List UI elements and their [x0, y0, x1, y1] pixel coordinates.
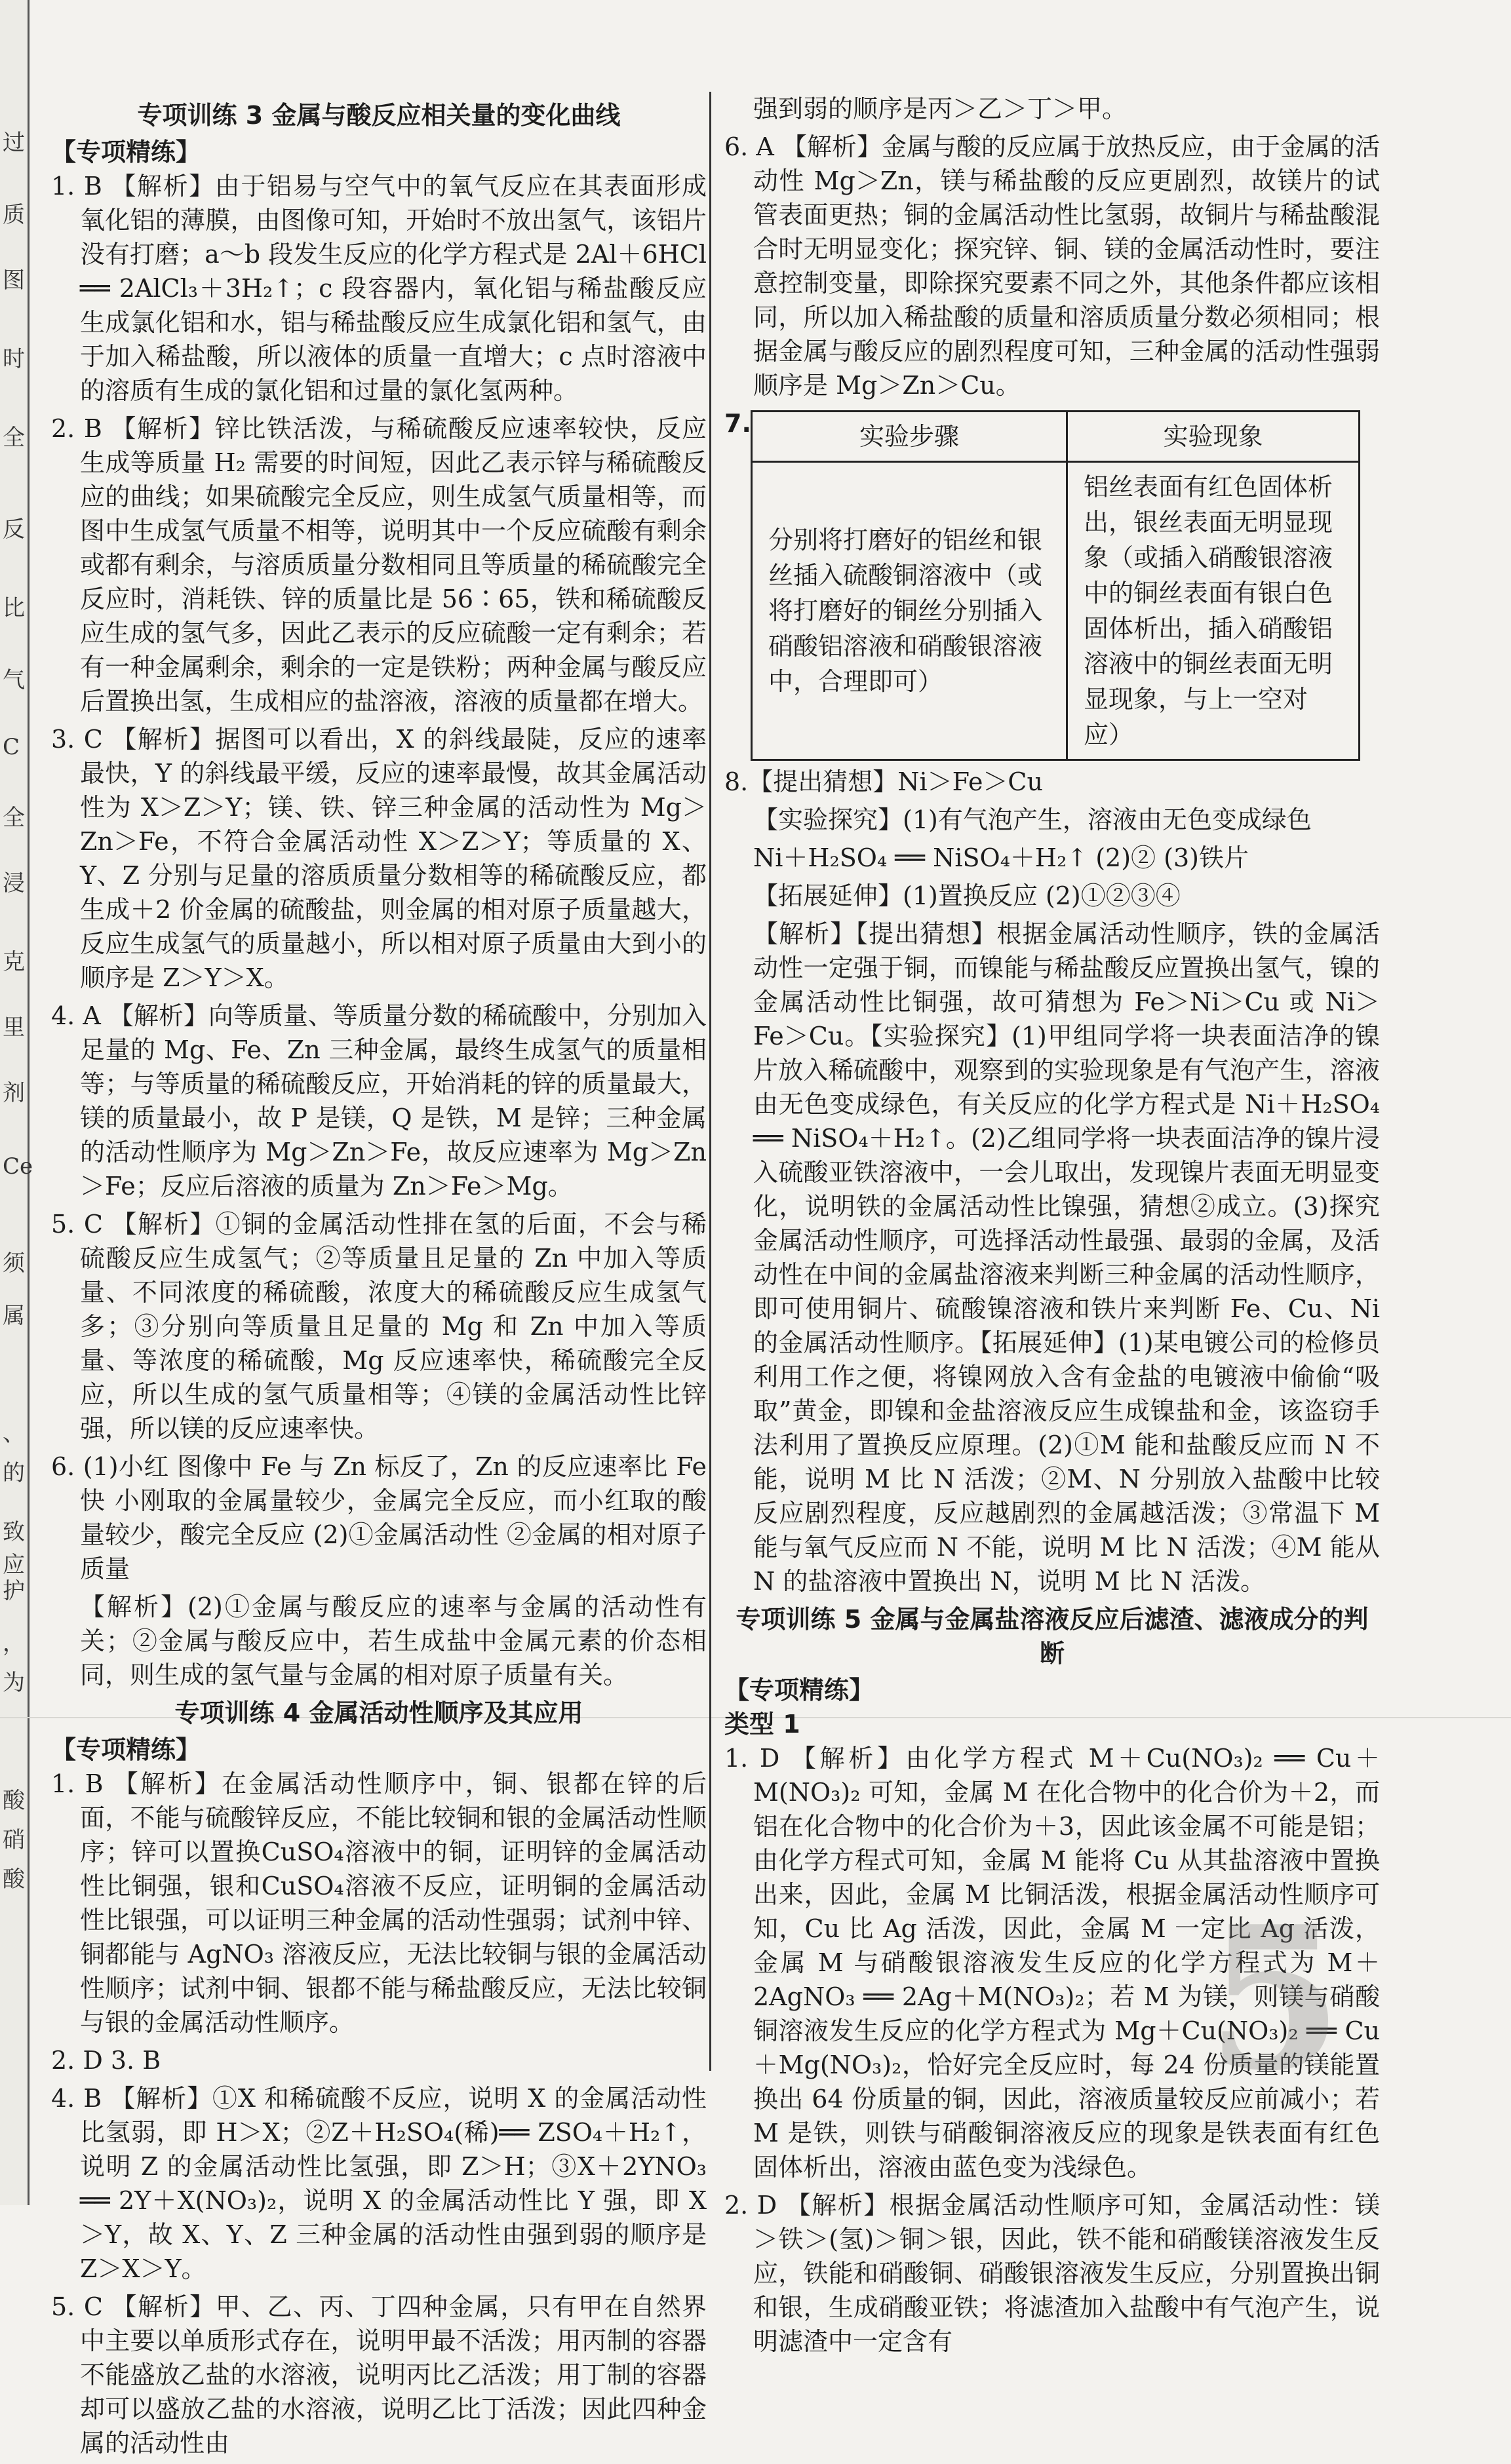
- s4-item-8-analysis: 【解析】【提出猜想】根据金属活动性顺序，铁的金属活动性一定强于铜，而镍能与稀盐酸反应置换出氢气，镍的金属活动性比铜强，故可猜想为 Fe＞Ni＞Cu 或 Ni＞Fe＞Cu。【实验探究】(1)甲组同学将一块表面洁净的镍片放入稀硫酸中，观察到的实验现象是有气泡产生，溶液由无色变成绿色，有关反应的化学方程式是 Ni＋H₂SO₄ ══ NiSO₄＋H₂↑。(2)乙组同学将一块表面洁净的镍片浸入硫酸亚铁溶液中，一会儿取出，发现镍片表面无明显变化，说明铁的金属活动性比镍强，猜想②成立。(3)探究金属活动性顺序，可选择活动性最强、最弱的金属，及活动性在中间的金属盐溶液来判断三种金属的活动性顺序，即可使用铜片、硫酸镍溶液和铁片来判断 Fe、Cu、Ni 的金属活动性顺序。【拓展延伸】(1)某电镀公司的检修员利用工作之便，将镍网放入含有金盐的电镀液中偷偷“吸取”黄金，即镍和金盐溶液反应生成镍盐和金，该盗窃手法利用了置换反应原理。(2)①M 能和盐酸反应而 N 不能，说明 M 比 N 活泼；②M、N 分别放入盐酸中比较反应剧烈程度，反应越剧烈的金属越活泼；③常温下 M 能与氧气反应而 N 不能，说明 M 比 N 活泼；④M 能从 N 的盐溶液中置换出 N，说明 M 比 N 活泼。: [753, 919, 1380, 1596]
- table-header-steps: 实验步骤: [752, 412, 1067, 462]
- margin-char: 的: [3, 1460, 25, 1486]
- left-margin-strip: [0, 0, 33, 2205]
- s4-item-8-extend: 【拓展延伸】(1)置换反应 (2)①②③④: [753, 881, 1181, 910]
- item-7-number: 7.: [724, 409, 751, 438]
- s4-item-8-equation: Ni＋H₂SO₄ ══ NiSO₄＋H₂↑ (2)② (3)铁片: [753, 843, 1249, 872]
- section-5-type: 类型 1: [724, 1710, 800, 1739]
- column-divider: [709, 92, 711, 2071]
- table-cell-step: 分别将打磨好的铝丝和银丝插入硫酸铜溶液中（或将打磨好的铜丝分别插入硝酸铝溶液和硝酸银溶液中，合理即可）: [752, 462, 1067, 760]
- margin-char: 须: [3, 1250, 25, 1277]
- section-4-title: 专项训练 4 金属活动性顺序及其应用: [174, 1699, 583, 1727]
- margin-char: 比: [3, 595, 25, 621]
- margin-char: 反: [3, 516, 25, 543]
- s3-item-6: 6. (1)小红 图像中 Fe 与 Zn 标反了，Zn 的反应速率比 Fe 快 小刚取的金属量较少，金属完全反应，而小红取的酸量较少，酸完全反应 (2)①金属活动性 ②金属的相对原子质量: [51, 1452, 707, 1583]
- margin-char: 应: [3, 1552, 25, 1578]
- margin-char: ，: [3, 1630, 25, 1657]
- s4-item-7: [724, 406, 1380, 765]
- section-3-subtitle: 【专项精练】: [51, 138, 201, 166]
- margin-char: 硝: [3, 1827, 25, 1853]
- s3-item-2: 2. B 【解析】锌比铁活泼，与稀硫酸反应速率较快，反应生成等质量 H₂ 需要的时间短，因此乙表示锌与稀硫酸反应的曲线；如果硫酸完全反应，则生成氢气质量相等，而图中生成氢气质量不相等，说明其中一个反应硫酸有剩余或都有剩余，与溶质质量分数相同且等质量的稀硫酸完全反应时，消耗铁、锌的质量比是 56∶65，铁和稀硫酸反应生成的氢气多，因此乙表示的反应硫酸一定有剩余；若有一种金属剩余，剩余的一定是铁粉；两种金属与酸反应后置换出氢，生成相应的盐溶液，溶液的质量都在增大。: [51, 414, 707, 716]
- section-5-subtitle: 【专项精练】: [724, 1676, 874, 1704]
- s3-item-4: 4. A 【解析】向等质量、等质量分数的稀硫酸中，分别加入足量的 Mg、Fe、Zn 三种金属，最终生成氢气的质量相等；与等质量的稀硫酸反应，开始消耗的锌的质量最大，镁的质量最小，故 P 是镁，Q 是铁，M 是锌；三种金属的活动性顺序为 Mg＞Zn＞Fe，故反应速率为 Mg＞Zn＞Fe；反应后溶液的质量为 Zn＞Fe＞Mg。: [51, 1001, 707, 1201]
- margin-char: 剂: [3, 1080, 25, 1106]
- margin-char: C: [3, 734, 20, 760]
- table-header-phenomena: 实验现象: [1067, 412, 1360, 462]
- s4-item-6: 6. A 【解析】金属与酸的反应属于放热反应，由于金属的活动性 Mg＞Zn，镁与稀盐酸的反应更剧烈，故镁片的试管表面更热；铜的金属活动性比氢弱，故铜片与稀盐酸混合时无明显变化；探究锌、铜、镁的金属活动性时，要注意控制变量，即除探究要素不同之外，其他条件都应该相同，所以加入稀盐酸的质量和溶质质量分数必须相同；根据金属与酸反应的剧烈程度可知，三种金属的活动性强弱顺序是 Mg＞Zn＞Cu。: [724, 132, 1380, 400]
- margin-char: 过: [3, 130, 25, 156]
- margin-char: 酸: [3, 1866, 25, 1893]
- margin-char: 图: [3, 267, 25, 294]
- margin-char: 浸: [3, 870, 25, 896]
- s3-item-6-analysis: 【解析】(2)①金属与酸反应的速率与金属的活动性有关；②金属与酸反应中，若生成盐中金属元素的价态相同，则生成的氢气量与金属的相对原子质量有关。: [80, 1592, 707, 1689]
- s4-item-5-continued: 强到弱的顺序是丙＞乙＞丁＞甲。: [753, 94, 1128, 123]
- s4-item-2-3: 2. D 3. B: [51, 2046, 161, 2075]
- s5-item-2: 2. D 【解析】根据金属活动性顺序可知，金属活动性：镁＞铁＞(氢)＞铜＞银，因此，铁不能和硝酸镁溶液发生反应，铁能和硝酸铜、硝酸银溶液发生反应，分别置换出铜和银，生成硝酸亚铁；将滤渣加入盐酸中有气泡产生，说明滤渣中一定含有: [724, 2191, 1380, 2356]
- margin-char: 里: [3, 1014, 25, 1041]
- s5-item-1: 1. D 【解析】由化学方程式 M＋Cu(NO₃)₂ ══ Cu＋M(NO₃)₂ 可知，金属 M 在化合物中的化合价为＋2，而铝在化合物中的化合价为＋3，因此该金属不可能是铝；由化学方程式可知，金属 M 能将 Cu 从其盐溶液中置换出来，因此，金属 M 比铜活泼，根据金属活动性顺序可知，Cu 比 Ag 活泼，因此，金属 M 一定比 Ag 活泼，金属 M 与硝酸银溶液发生反应的化学方程式为 M＋2AgNO₃ ══ 2Ag＋M(NO₃)₂；若 M 为镁，则镁与硝酸铜溶液发生反应的化学方程式为 Mg＋Cu(NO₃)₂ ══ Cu＋Mg(NO₃)₂，恰好完全反应时，每 24 份质量的镁能置换出 64 份质量的铜，因此，溶液质量较反应前减小；若 M 是铁，则铁与硝酸铜溶液反应的现象是铁表面有红色固体析出，溶液由蓝色变为浅绿色。: [724, 1744, 1380, 2182]
- s3-item-5: 5. C 【解析】①铜的金属活动性排在氢的后面，不会与稀硫酸反应生成氢气；②等质量且足量的 Zn 中加入等质量、不同浓度的稀硫酸，浓度大的稀硫酸反应生成氢气多；③分别向等质量且足量的 Mg 和 Zn 中加入等质量、等浓度的稀硫酸，Mg 反应速率快，稀硫酸完全反应，所以生成的氢气质量相等；④镁的金属活动性比锌强，所以镁的反应速率快。: [51, 1210, 707, 1443]
- section-3-title: 专项训练 3 金属与酸反应相关量的变化曲线: [137, 101, 621, 130]
- margin-char: 全: [3, 425, 25, 451]
- margin-char: 属: [3, 1303, 25, 1329]
- margin-char: 为: [3, 1670, 25, 1696]
- s3-item-3: 3. C 【解析】据图可以看出，X 的斜线最陡，反应的速率最快，Y 的斜线最平缓，反应的速率最慢，故其金属活动性为 X＞Z＞Y；镁、铁、锌三种金属的活动性为 Mg＞Zn＞Fe，不符合金属活动性 X＞Z＞Y；等质量的 X、Y、Z 分别与足量的溶质质量分数相等的稀硫酸反应，都生成＋2 价金属的硫酸盐，则金属的相对原子质量越大，反应生成氢气的质量越小，所以相对原子质量由大到小的顺序是 Z＞Y＞X。: [51, 725, 707, 992]
- margin-char: 、: [3, 1421, 25, 1447]
- s4-item-4: 4. B 【解析】①X 和稀硫酸不反应，说明 X 的金属活动性比氢弱，即 H＞X；②Z＋H₂SO₄(稀)══ ZSO₄＋H₂↑，说明 Z 的金属活动性比氢强，即 Z＞H；③X＋2YNO₃ ══ 2Y＋X(NO₃)₂，说明 X 的金属活动性比 Y 强，即 X＞Y，故 X、Y、Z 三种金属的活动性由强到弱的顺序是 Z＞X＞Y。: [51, 2084, 707, 2283]
- page-number-watermark: 5: [1206, 1883, 1343, 2114]
- experiment-table: [751, 410, 1360, 761]
- table-cell-phenomenon: 铝丝表面有红色固体析出，银丝表面无明显现象（或插入硝酸银溶液中的铜丝表面有银白色固体析出，插入硝酸铝溶液中的铜丝表面无明显现象，与上一空对应）: [1067, 462, 1360, 760]
- left-column: [51, 98, 707, 2464]
- s4-item-8-guess: 8.【提出猜想】Ni＞Fe＞Cu: [724, 767, 1043, 796]
- section-4-subtitle: 【专项精练】: [51, 1735, 201, 1764]
- s4-item-5: 5. C 【解析】甲、乙、丙、丁四种金属，只有甲在自然界中主要以单质形式存在，说明甲最不活泼；用丙制的容器不能盛放乙盐的水溶液，说明丙比乙活泼；用丁制的容器却可以盛放乙盐的水溶液，说明乙比丁活泼；因此四种金属的活动性由: [51, 2292, 707, 2457]
- margin-char: 时: [3, 346, 25, 372]
- margin-char: 酸: [3, 1788, 25, 1814]
- margin-char: 致: [3, 1519, 25, 1545]
- margin-char: 气: [3, 667, 25, 693]
- section-5-title: 专项训练 5 金属与金属盐溶液反应后滤渣、滤液成分的判断: [736, 1605, 1369, 1668]
- margin-char: 质: [3, 202, 25, 228]
- s4-item-8-explore: 【实验探究】(1)有气泡产生，溶液由无色变成绿色: [753, 805, 1312, 834]
- s3-item-1: 1. B 【解析】由于铝易与空气中的氧气反应在其表面形成氧化铝的薄膜，由图像可知，开始时不放出氢气，该铝片没有打磨；a～b 段发生反应的化学方程式是 2Al＋6HCl ══ 2AlCl₃＋3H₂↑；c 段容器内，氧化铝与稀盐酸反应生成氯化铝和水，铝与稀盐酸反应生成氯化铝和氢气，由于加入稀盐酸，所以液体的质量一直增大；c 点时溶液中的溶质有生成的氯化铝和过量的氯化氢两种。: [51, 172, 707, 405]
- margin-char: 护: [3, 1578, 25, 1604]
- s4-item-1: 1. B 【解析】在金属活动性顺序中，铜、银都在锌的后面，不能与硫酸锌反应，不能比较铜和银的金属活动性顺序；锌可以置换CuSO₄溶液中的铜，证明锌的金属活动性比铜强，银和CuSO₄溶液不反应，证明铜的金属活动性比银强，可以证明三种金属的活动性强弱；试剂中锌、铜都能与 AgNO₃ 溶液反应，无法比较铜与银的金属活动性顺序；试剂中铜、银都不能与稀盐酸反应，无法比较铜与银的金属活动性顺序。: [51, 1769, 707, 2037]
- margin-char: 克: [3, 949, 25, 975]
- margin-char: Ce: [3, 1153, 33, 1180]
- margin-char: 全: [3, 805, 25, 831]
